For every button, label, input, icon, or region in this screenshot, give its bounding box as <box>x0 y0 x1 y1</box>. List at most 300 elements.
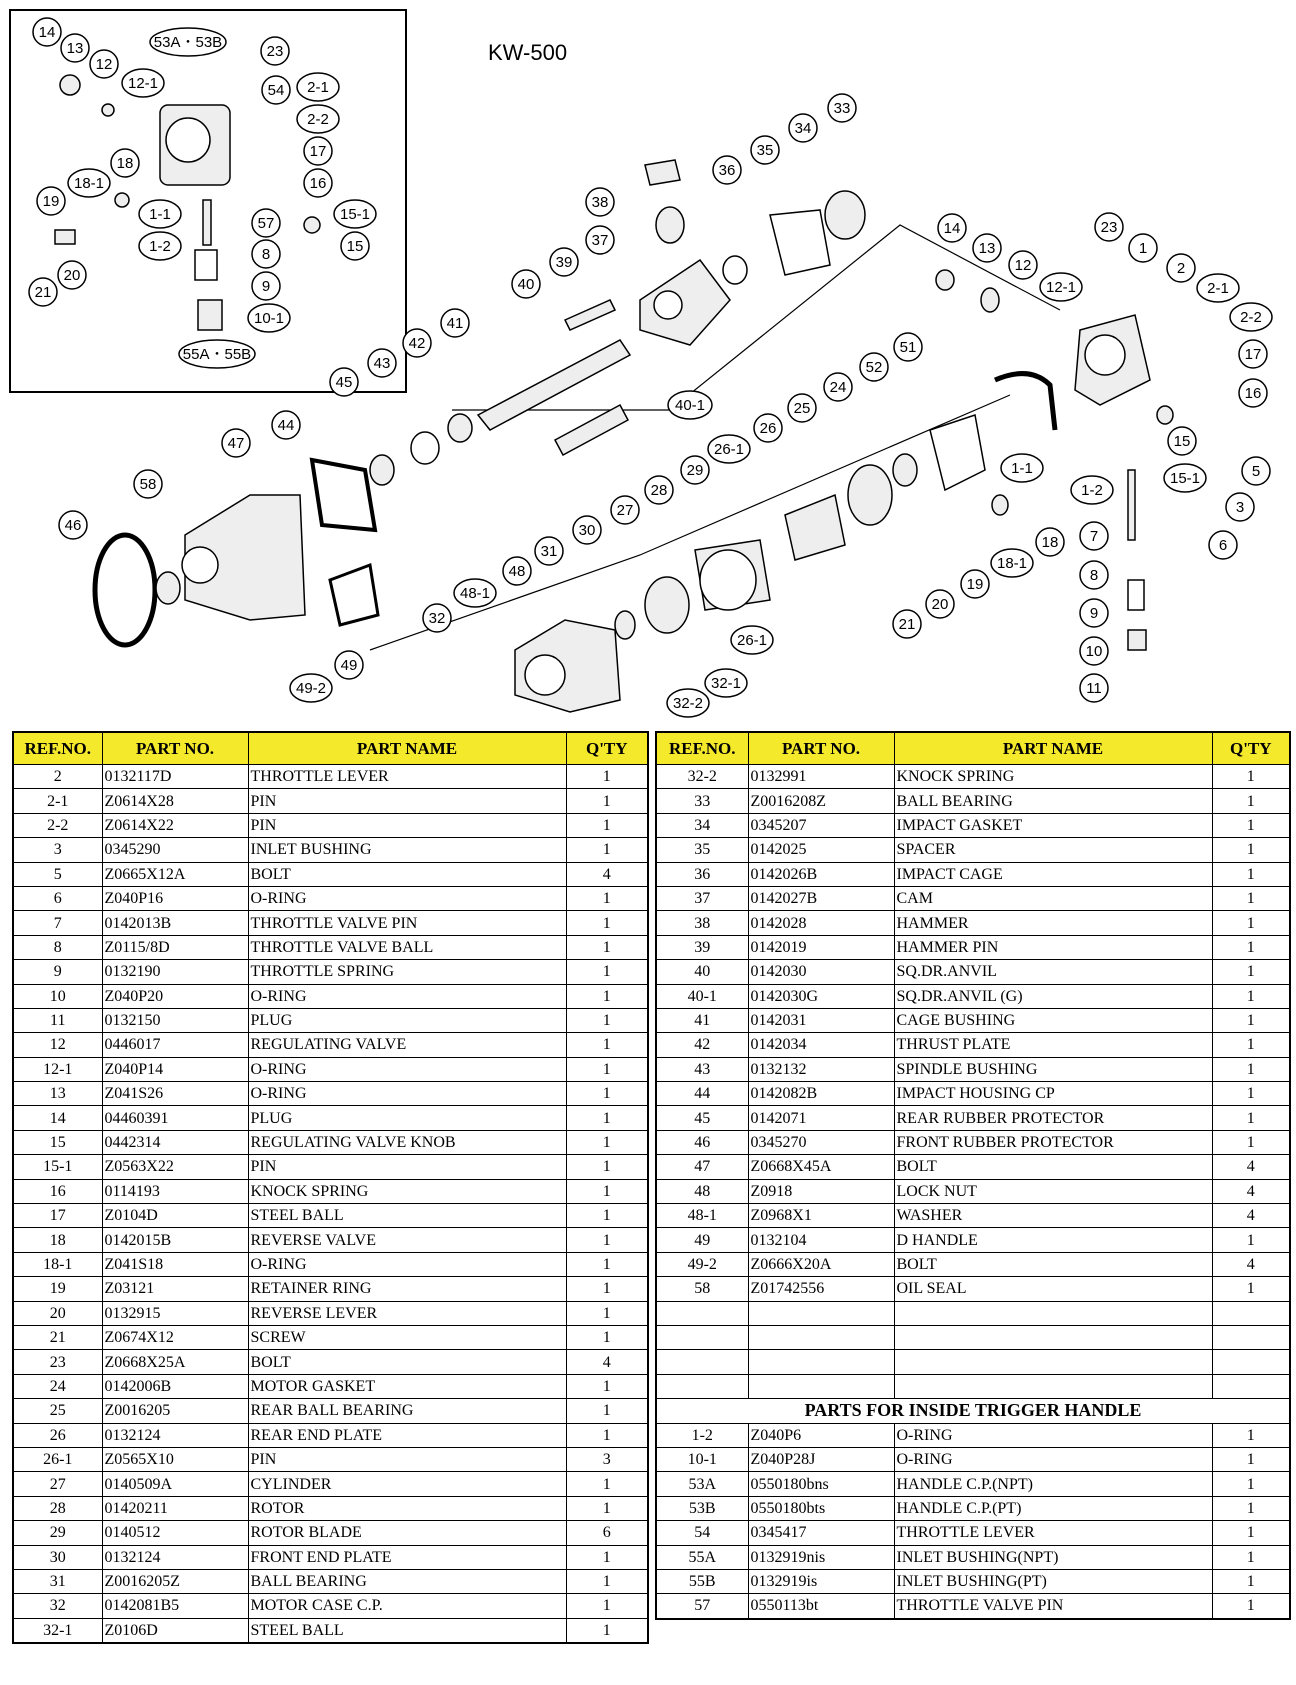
qty-cell: 1 <box>566 765 648 789</box>
table-row <box>656 838 1290 862</box>
ref-no-cell: 18 <box>13 1228 102 1252</box>
ref-no-cell: 40 <box>656 960 748 984</box>
table-row <box>656 1008 1290 1032</box>
part-no-cell <box>748 1301 894 1325</box>
part-name-cell: PIN <box>248 789 566 813</box>
callout-label: 9 <box>261 278 271 295</box>
part-no-cell <box>748 1350 894 1374</box>
callout-label: 32-2 <box>672 695 704 712</box>
qty-cell: 1 <box>1212 1521 1290 1545</box>
table-row <box>13 1106 648 1130</box>
callout-label: 18 <box>1041 534 1059 551</box>
table-row <box>13 1350 648 1374</box>
part-name-cell: O-RING <box>248 984 566 1008</box>
qty-cell: 1 <box>566 838 648 862</box>
qty-cell: 1 <box>566 1277 648 1301</box>
part-name-cell: IMPACT HOUSING CP <box>894 1082 1212 1106</box>
qty-cell: 1 <box>566 935 648 959</box>
callout-label: 1-1 <box>1011 460 1033 477</box>
table-row <box>13 984 648 1008</box>
callout-label: 15-1 <box>339 206 371 223</box>
qty-cell: 1 <box>1212 1130 1290 1154</box>
callout-label: 17 <box>309 143 327 160</box>
ref-no-cell: 45 <box>656 1106 748 1130</box>
table-row <box>656 765 1290 789</box>
part-name-cell: WASHER <box>894 1204 1212 1228</box>
part-name-cell: INLET BUSHING(NPT) <box>894 1545 1212 1569</box>
ref-no-cell: 41 <box>656 1008 748 1032</box>
callout-label: 1-2 <box>1081 482 1103 499</box>
part-no-cell: Z03121 <box>102 1277 248 1301</box>
callout-label: 1 <box>1138 240 1148 257</box>
ref-no-cell: 37 <box>656 886 748 910</box>
table-row <box>13 1423 648 1447</box>
qty-cell: 1 <box>1212 886 1290 910</box>
callout-label: 42 <box>408 335 426 352</box>
table-row <box>13 1521 648 1545</box>
part-name-cell: HAMMER PIN <box>894 935 1212 959</box>
part-name-cell: BALL BEARING <box>894 789 1212 813</box>
part-no-cell: 0142026B <box>748 862 894 886</box>
part-name-cell: BOLT <box>248 1350 566 1374</box>
ref-no-cell <box>656 1374 748 1398</box>
qty-cell: 1 <box>1212 935 1290 959</box>
table-row <box>656 1569 1290 1593</box>
qty-cell: 1 <box>1212 1569 1290 1593</box>
part-no-cell: 0550180bns <box>748 1472 894 1496</box>
part-no-cell: 0142006B <box>102 1374 248 1398</box>
qty-cell: 1 <box>566 1496 648 1520</box>
qty-cell: 6 <box>566 1521 648 1545</box>
part-name-cell <box>894 1350 1212 1374</box>
part-name-cell: INLET BUSHING(PT) <box>894 1569 1212 1593</box>
qty-cell: 1 <box>566 1033 648 1057</box>
table-row <box>13 1252 648 1276</box>
part-name-cell <box>894 1325 1212 1349</box>
part-no-cell: 0142030 <box>748 960 894 984</box>
part-no-cell: Z040P20 <box>102 984 248 1008</box>
ref-no-cell: 26-1 <box>13 1447 102 1471</box>
table-row <box>656 1106 1290 1130</box>
callout-label: 33 <box>833 100 851 117</box>
part-name-cell: REAR RUBBER PROTECTOR <box>894 1106 1212 1130</box>
table-row <box>13 1447 648 1471</box>
table-row <box>656 1374 1290 1398</box>
part-no-cell: 0345207 <box>748 813 894 837</box>
ref-no-cell: 54 <box>656 1521 748 1545</box>
ref-no-cell: 34 <box>656 813 748 837</box>
part-no-cell: 0132919is <box>748 1569 894 1593</box>
callout-label: 21 <box>34 284 52 301</box>
part-name-cell: IMPACT CAGE <box>894 862 1212 886</box>
table-row <box>13 1594 648 1618</box>
part-name-cell: THRUST PLATE <box>894 1033 1212 1057</box>
table-row <box>656 789 1290 813</box>
ref-no-cell: 58 <box>656 1277 748 1301</box>
table-row <box>656 886 1290 910</box>
callout-label: 15 <box>346 238 364 255</box>
part-name-cell: FRONT END PLATE <box>248 1545 566 1569</box>
table-row <box>656 1496 1290 1520</box>
part-name-cell: ROTOR BLADE <box>248 1521 566 1545</box>
table-row <box>656 1228 1290 1252</box>
table-row <box>656 1252 1290 1276</box>
table-row <box>13 1374 648 1398</box>
table-row <box>656 911 1290 935</box>
qty-cell: 1 <box>566 1423 648 1447</box>
callout-label: 8 <box>1089 567 1099 584</box>
part-name-cell: KNOCK SPRING <box>894 765 1212 789</box>
table-row <box>13 1325 648 1349</box>
qty-cell: 4 <box>1212 1155 1290 1179</box>
callout-label: 40 <box>517 276 535 293</box>
qty-cell: 1 <box>566 1179 648 1203</box>
callout-label: 23 <box>266 43 284 60</box>
table-row <box>656 1423 1290 1447</box>
ref-no-cell: 3 <box>13 838 102 862</box>
callout-label: 53A・53B <box>153 34 223 51</box>
part-no-cell: Z0016208Z <box>748 789 894 813</box>
callout-label: 38 <box>591 194 609 211</box>
qty-cell: 1 <box>566 1130 648 1154</box>
callout-label: 2-2 <box>1240 309 1262 326</box>
part-no-cell: 04460391 <box>102 1106 248 1130</box>
part-name-cell: PLUG <box>248 1008 566 1032</box>
diagram-artwork <box>0 0 1296 720</box>
qty-cell: 1 <box>566 1569 648 1593</box>
part-no-cell <box>748 1374 894 1398</box>
qty-cell: 1 <box>1212 1423 1290 1447</box>
ref-no-cell: 16 <box>13 1179 102 1203</box>
qty-cell: 1 <box>1212 1277 1290 1301</box>
header-part-name: PART NAME <box>894 732 1212 765</box>
table-row <box>13 886 648 910</box>
part-no-cell: 0142034 <box>748 1033 894 1057</box>
inset-handle-drawing <box>55 75 320 330</box>
part-no-cell: Z0614X28 <box>102 789 248 813</box>
table-row <box>656 1082 1290 1106</box>
part-no-cell: 0142082B <box>748 1082 894 1106</box>
callout-label: 9 <box>1089 605 1099 622</box>
ref-no-cell: 19 <box>13 1277 102 1301</box>
ref-no-cell: 21 <box>13 1325 102 1349</box>
callout-label: 18-1 <box>996 555 1028 572</box>
callout-label: 43 <box>373 355 391 372</box>
table-row <box>13 1130 648 1154</box>
part-name-cell: KNOCK SPRING <box>248 1179 566 1203</box>
ref-no-cell: 28 <box>13 1496 102 1520</box>
part-no-cell: 0550180bts <box>748 1496 894 1520</box>
ref-no-cell <box>656 1301 748 1325</box>
callout-label: 54 <box>267 82 285 99</box>
callout-label: 28 <box>650 482 668 499</box>
ref-no-cell: 26 <box>13 1423 102 1447</box>
part-no-cell: Z0115/8D <box>102 935 248 959</box>
qty-cell: 1 <box>1212 1472 1290 1496</box>
ref-no-cell: 8 <box>13 935 102 959</box>
part-name-cell: CAGE BUSHING <box>894 1008 1212 1032</box>
part-name-cell: REGULATING VALVE <box>248 1033 566 1057</box>
callout-label: 36 <box>718 162 736 179</box>
qty-cell: 1 <box>1212 1008 1290 1032</box>
part-no-cell: Z0106D <box>102 1618 248 1643</box>
table-row <box>13 1155 648 1179</box>
table-row <box>13 765 648 789</box>
part-name-cell: SPACER <box>894 838 1212 862</box>
callout-label: 47 <box>227 435 245 452</box>
part-no-cell: Z0968X1 <box>748 1204 894 1228</box>
parts-table-right <box>655 731 1291 1620</box>
callout-label: 1-2 <box>149 238 171 255</box>
callout-label: 26 <box>759 420 777 437</box>
ref-no-cell: 1-2 <box>656 1423 748 1447</box>
callout-label: 3 <box>1235 499 1245 516</box>
table-row <box>13 1179 648 1203</box>
table-row <box>656 935 1290 959</box>
callout-label: 24 <box>829 379 847 396</box>
callout-label: 19 <box>966 576 984 593</box>
part-no-cell: 0132919nis <box>748 1545 894 1569</box>
qty-cell: 1 <box>566 1545 648 1569</box>
part-name-cell: O-RING <box>248 1252 566 1276</box>
part-name-cell: THROTTLE SPRING <box>248 960 566 984</box>
qty-cell: 1 <box>566 789 648 813</box>
part-no-cell: 0132132 <box>748 1057 894 1081</box>
qty-cell: 1 <box>566 1594 648 1618</box>
ref-no-cell: 36 <box>656 862 748 886</box>
part-name-cell: THROTTLE VALVE BALL <box>248 935 566 959</box>
table-row <box>13 1008 648 1032</box>
part-no-cell: Z0565X10 <box>102 1447 248 1471</box>
callout-label: 5 <box>1251 463 1261 480</box>
part-name-cell: O-RING <box>248 1057 566 1081</box>
header-part-no: PART NO. <box>102 732 248 765</box>
part-no-cell: Z01742556 <box>748 1277 894 1301</box>
part-no-cell: 0345290 <box>102 838 248 862</box>
callout-label: 6 <box>1218 537 1228 554</box>
part-no-cell: 0132150 <box>102 1008 248 1032</box>
ref-no-cell: 2-1 <box>13 789 102 813</box>
table-row <box>13 1545 648 1569</box>
table-row <box>656 960 1290 984</box>
part-no-cell: Z0674X12 <box>102 1325 248 1349</box>
table-row <box>13 1057 648 1081</box>
ref-no-cell: 25 <box>13 1399 102 1423</box>
qty-cell: 1 <box>1212 984 1290 1008</box>
callout-label: 2 <box>1176 260 1186 277</box>
table-row <box>656 813 1290 837</box>
callout-label: 40-1 <box>674 397 706 414</box>
callout-label: 10-1 <box>253 310 285 327</box>
ref-no-cell: 35 <box>656 838 748 862</box>
part-name-cell: O-RING <box>248 886 566 910</box>
callout-label: 2-1 <box>1207 280 1229 297</box>
part-no-cell: Z0666X20A <box>748 1252 894 1276</box>
table-row <box>13 960 648 984</box>
part-name-cell: O-RING <box>894 1447 1212 1471</box>
part-name-cell: PIN <box>248 1447 566 1471</box>
table-row <box>656 1594 1290 1619</box>
ref-no-cell: 10-1 <box>656 1447 748 1471</box>
table-header-row <box>13 732 648 765</box>
qty-cell: 1 <box>1212 911 1290 935</box>
table-row <box>13 1082 648 1106</box>
table-row <box>656 1521 1290 1545</box>
table-row <box>13 862 648 886</box>
qty-cell: 1 <box>1212 1082 1290 1106</box>
qty-cell: 1 <box>566 1399 648 1423</box>
ref-no-cell: 33 <box>656 789 748 813</box>
qty-cell <box>1212 1301 1290 1325</box>
part-name-cell: REVERSE VALVE <box>248 1228 566 1252</box>
part-no-cell: Z0016205Z <box>102 1569 248 1593</box>
table-row <box>656 1350 1290 1374</box>
ref-no-cell: 48-1 <box>656 1204 748 1228</box>
qty-cell: 1 <box>1212 1106 1290 1130</box>
callout-label: 34 <box>794 120 812 137</box>
part-no-cell: 0132991 <box>748 765 894 789</box>
callout-label: 20 <box>931 596 949 613</box>
part-no-cell: 0142015B <box>102 1228 248 1252</box>
table-row <box>13 1277 648 1301</box>
ref-no-cell: 13 <box>13 1082 102 1106</box>
qty-cell: 1 <box>1212 1496 1290 1520</box>
table-row <box>13 1569 648 1593</box>
part-no-cell: 0446017 <box>102 1033 248 1057</box>
table-row <box>13 1472 648 1496</box>
header-ref-no: REF.NO. <box>13 732 102 765</box>
ref-no-cell: 23 <box>13 1350 102 1374</box>
qty-cell: 1 <box>1212 813 1290 837</box>
table-row <box>656 1301 1290 1325</box>
part-no-cell: 0550113bt <box>748 1594 894 1619</box>
callout-label: 57 <box>257 215 275 232</box>
ref-no-cell: 39 <box>656 935 748 959</box>
callout-label: 7 <box>1089 528 1099 545</box>
part-name-cell <box>894 1374 1212 1398</box>
ref-no-cell: 17 <box>13 1204 102 1228</box>
callout-label: 26-1 <box>736 632 768 649</box>
ref-no-cell: 14 <box>13 1106 102 1130</box>
part-name-cell: SPINDLE BUSHING <box>894 1057 1212 1081</box>
ref-no-cell <box>656 1325 748 1349</box>
qty-cell: 1 <box>566 1106 648 1130</box>
callout-label: 12 <box>95 56 113 73</box>
ref-no-cell: 48 <box>656 1179 748 1203</box>
callout-label: 19 <box>42 193 60 210</box>
ref-no-cell: 32-2 <box>656 765 748 789</box>
qty-cell: 1 <box>566 1228 648 1252</box>
part-no-cell: 0142013B <box>102 911 248 935</box>
part-name-cell: REVERSE LEVER <box>248 1301 566 1325</box>
callout-label: 14 <box>38 24 56 41</box>
table-row <box>656 1179 1290 1203</box>
qty-cell: 1 <box>566 1155 648 1179</box>
callout-label: 14 <box>943 220 961 237</box>
part-name-cell: O-RING <box>248 1082 566 1106</box>
qty-cell: 1 <box>1212 1447 1290 1471</box>
model-title: KW-500 <box>488 40 568 65</box>
callout-label: 11 <box>1086 680 1102 697</box>
part-name-cell: THROTTLE VALVE PIN <box>248 911 566 935</box>
ref-no-cell: 11 <box>13 1008 102 1032</box>
ref-no-cell: 47 <box>656 1155 748 1179</box>
qty-cell <box>1212 1374 1290 1398</box>
part-no-cell: 0142081B5 <box>102 1594 248 1618</box>
part-no-cell: Z040P6 <box>748 1423 894 1447</box>
callout-label: 2-2 <box>307 111 329 128</box>
callout-label: 25 <box>793 400 811 417</box>
part-no-cell: Z040P14 <box>102 1057 248 1081</box>
ref-no-cell: 9 <box>13 960 102 984</box>
part-name-cell: MOTOR CASE C.P. <box>248 1594 566 1618</box>
qty-cell: 4 <box>1212 1252 1290 1276</box>
part-name-cell: CYLINDER <box>248 1472 566 1496</box>
ref-no-cell: 57 <box>656 1594 748 1619</box>
table-row <box>13 935 648 959</box>
part-name-cell: SQ.DR.ANVIL <box>894 960 1212 984</box>
part-no-cell: Z041S18 <box>102 1252 248 1276</box>
part-name-cell: HAMMER <box>894 911 1212 935</box>
part-no-cell: Z0668X25A <box>102 1350 248 1374</box>
callout-label: 1-1 <box>149 206 171 223</box>
ref-no-cell: 12-1 <box>13 1057 102 1081</box>
callout-label: 32 <box>428 610 446 627</box>
callout-label: 52 <box>865 359 883 376</box>
table-row <box>13 813 648 837</box>
callout-label: 35 <box>756 142 774 159</box>
part-name-cell: HANDLE C.P.(NPT) <box>894 1472 1212 1496</box>
callout-label: 55A・55B <box>182 346 252 363</box>
qty-cell <box>1212 1325 1290 1349</box>
qty-cell: 1 <box>566 1325 648 1349</box>
callout-label: 49-2 <box>295 680 327 697</box>
callout-label: 44 <box>277 417 295 434</box>
callout-label: 41 <box>446 315 464 332</box>
table-row <box>656 1130 1290 1154</box>
part-no-cell: 01420211 <box>102 1496 248 1520</box>
ref-no-cell: 2 <box>13 765 102 789</box>
part-name-cell: BALL BEARING <box>248 1569 566 1593</box>
part-no-cell: 0140512 <box>102 1521 248 1545</box>
ref-no-cell <box>656 1350 748 1374</box>
table-row <box>656 1472 1290 1496</box>
callout-label: 17 <box>1244 346 1262 363</box>
section-header-row <box>656 1399 1290 1423</box>
part-no-cell: Z040P28J <box>748 1447 894 1471</box>
callout-label: 18 <box>116 155 134 172</box>
part-name-cell: REAR BALL BEARING <box>248 1399 566 1423</box>
table-row <box>13 911 648 935</box>
part-name-cell: RETAINER RING <box>248 1277 566 1301</box>
ref-no-cell: 29 <box>13 1521 102 1545</box>
callout-label: 26-1 <box>713 441 745 458</box>
table-row <box>656 1204 1290 1228</box>
part-name-cell: PIN <box>248 1155 566 1179</box>
part-no-cell: Z0614X22 <box>102 813 248 837</box>
part-no-cell: 0142028 <box>748 911 894 935</box>
part-no-cell: 0140509A <box>102 1472 248 1496</box>
qty-cell: 1 <box>566 1618 648 1643</box>
callout-label: 46 <box>64 517 82 534</box>
qty-cell: 3 <box>566 1447 648 1471</box>
qty-cell: 1 <box>566 1301 648 1325</box>
ref-no-cell: 24 <box>13 1374 102 1398</box>
callout-label: 51 <box>899 339 917 356</box>
callout-label: 16 <box>1244 385 1262 402</box>
ref-no-cell: 32 <box>13 1594 102 1618</box>
table-row <box>13 1033 648 1057</box>
